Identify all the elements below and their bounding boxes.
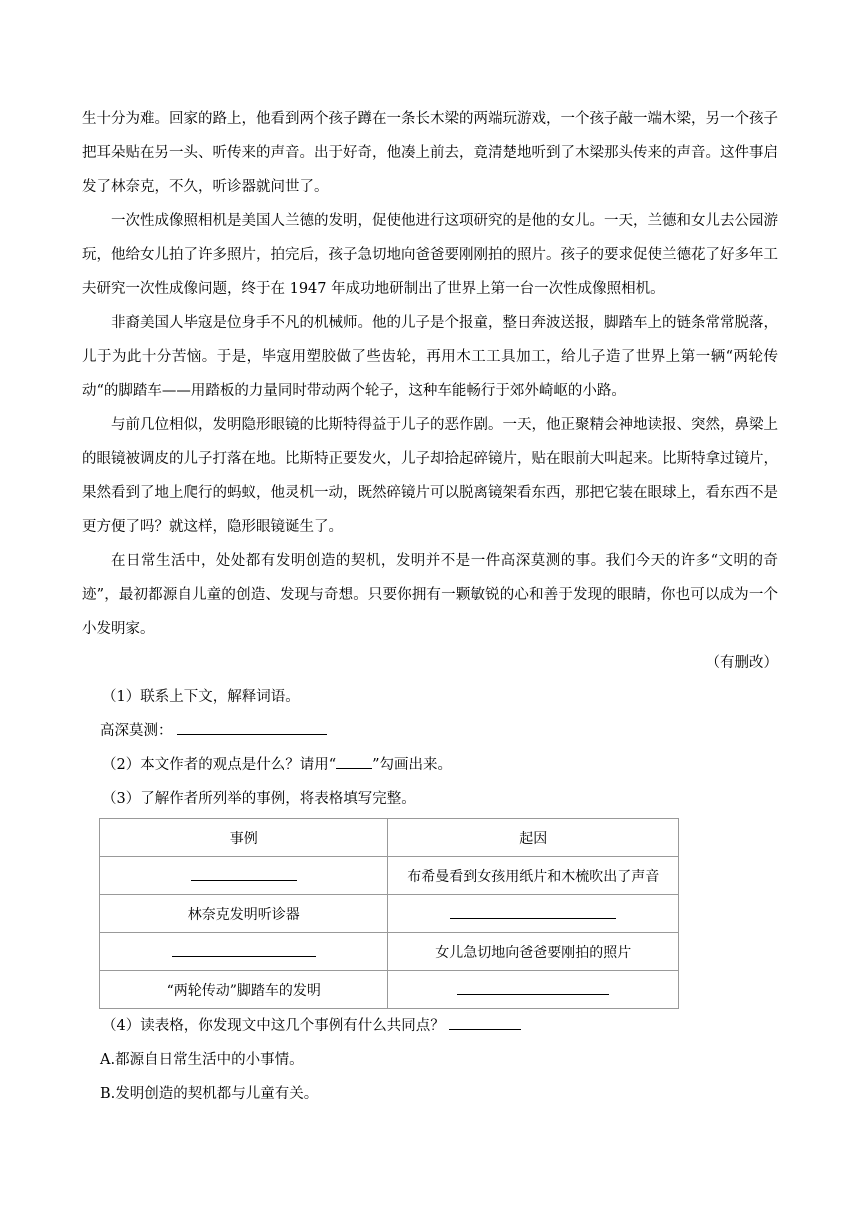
answer-blank[interactable] [191,866,297,881]
question-1-term [82,714,778,748]
answer-blank[interactable] [450,904,616,919]
question-3: （3）了解作者所列举的事例，将表格填写完整。 [102,791,416,807]
table-header-row [100,819,679,857]
paragraph-3: 非裔美国人毕寇是位身手不凡的机械师。他的儿子是个报童，整日奔波送报，脚踏车上的链条常常脱落，儿于为此十分苦恼。于是，毕寇用塑胶做了些齿轮，再用木工工具加工，给儿子造了世界上第一辆“两轮传动“的脚踏车——用踏板的力量同时带动两个轮子，这种车能畅行于郊外崎岖的小路。 [82,315,778,399]
table-cell-blank[interactable] [388,895,679,933]
underline-sample [336,753,372,769]
answer-blank[interactable] [172,942,316,957]
events-table [99,818,679,1009]
table-row [100,857,679,895]
question-2-text-a: （2）本文作者的观点是什么？请用“ [102,757,337,773]
answer-blank[interactable] [457,980,609,995]
table-cell: 林奈克发明听诊器 [100,895,388,933]
table-cell-blank[interactable] [100,857,388,895]
paragraph-5: 在日常生活中，处处都有发明创造的契机，发明并不是一件高深莫测的事。我们今天的许多“文明的奇迹”，最初都源自儿童的创造、发现与奇想。只要你拥有一颗敏锐的心和善于发现的眼睛，你也可以成为一个小发明家。 [82,553,778,637]
question-4-text: （4）读表格，你发现文中这几个事例有什么共同点？ [102,1018,445,1034]
table-row [100,895,679,933]
question-2 [82,748,778,782]
question-4 [82,1009,778,1043]
article-body [82,102,778,1111]
table-row [100,971,679,1009]
table-cell-blank[interactable] [100,933,388,971]
paragraph-4: 与前几位相似，发明隐形眼镜的比斯特得益于儿子的恶作剧。一天，他正聚精会神地读报、突然，鼻梁上的眼镜被调皮的儿子打落在地。比斯特正要发火，儿子却拾起碎镜片，贴在眼前大叫起来。比斯特拿过镜片，果然看到了地上爬行的蚂蚁，他灵机一动，既然碎镜片可以脱离镜架看东西，那把它装在眼球上，看东西不是更方便了吗？就这样，隐形眼镜诞生了。 [82,417,778,535]
header-cell-cause: 起因 [388,819,679,857]
paragraph-1: 生十分为难。回家的路上，他看到两个孩子蹲在一条长木梁的两端玩游戏，一个孩子敲一端木梁，另一个孩子把耳朵贴在另一头、听传来的声音。出于好奇，他凑上前去，竟清楚地听到了木梁那头传来的声音。这件事启发了林奈克，不久，听诊器就问世了。 [82,111,778,195]
question-1: （1）联系上下文，解释词语。 [102,689,300,705]
header-cell-example: 事例 [100,819,388,857]
table-cell: 布希曼看到女孩用纸片和木梳吹出了声音 [388,857,679,895]
option-a[interactable]: A.都源自日常生活中的小事情。 [100,1052,304,1068]
table-cell: “两轮传动”脚踏车的发明 [100,971,388,1009]
question-2-text-b: ”勾画出来。 [372,757,453,773]
paragraph-2: 一次性成像照相机是美国人兰德的发明，促使他进行这项研究的是他的女儿。一天，兰德和女儿去公园游玩，他给女儿拍了许多照片，拍完后，孩子急切地向爸爸要刚刚拍的照片。孩子的要求促使兰德花了好多年工夫研究一次性成像问题，终于在 1947 年成功地研制出了世界上第一台一次性成像照相机。 [82,213,778,297]
answer-blank[interactable] [449,1014,521,1030]
table-row [100,933,679,971]
table-cell-blank[interactable] [388,971,679,1009]
term-label: 高深莫测： [100,723,173,739]
table-cell: 女儿急切地向爸爸要刚拍的照片 [388,933,679,971]
option-b[interactable]: B.发明创造的契机都与儿童有关。 [100,1086,319,1102]
source-note: （有删改） [705,655,778,671]
answer-blank[interactable] [177,719,327,735]
